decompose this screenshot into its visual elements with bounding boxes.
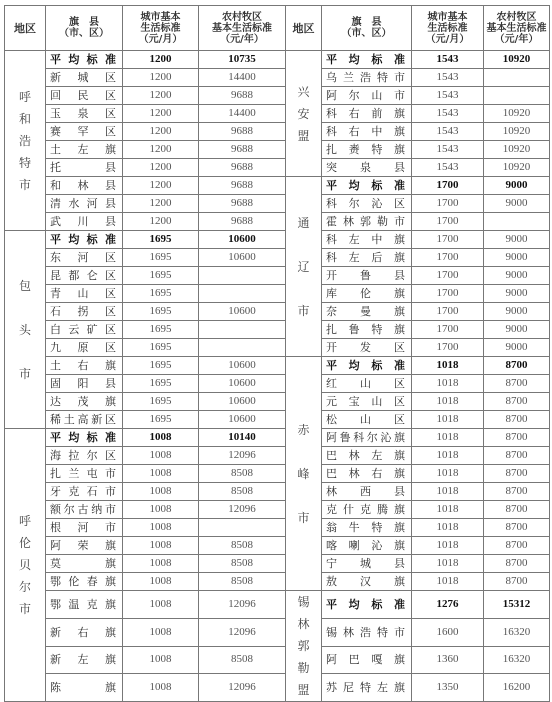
table-row	[5, 159, 550, 177]
rural-standard: 16200	[484, 674, 550, 702]
rural-standard: 8700	[484, 573, 550, 591]
urban-standard: 1200	[123, 159, 199, 177]
county-name: 平均标准	[322, 591, 412, 619]
urban-standard: 1543	[412, 87, 484, 105]
county-name: 固阳县	[46, 375, 123, 393]
rural-standard: 8508	[199, 555, 286, 573]
rural-standard: 9000	[484, 231, 550, 249]
rural-standard: 10920	[484, 105, 550, 123]
urban-standard: 1700	[412, 321, 484, 339]
urban-standard: 1018	[412, 465, 484, 483]
rural-standard: 12096	[199, 618, 286, 646]
urban-standard: 1200	[123, 87, 199, 105]
urban-standard: 1543	[412, 123, 484, 141]
county-name: 武川县	[46, 213, 123, 231]
rural-standard	[484, 213, 550, 231]
table-row	[5, 429, 550, 447]
urban-standard: 1008	[123, 618, 199, 646]
table-row	[5, 87, 550, 105]
table-row	[5, 555, 550, 573]
rural-standard: 10920	[484, 141, 550, 159]
rural-standard: 8700	[484, 465, 550, 483]
county-name: 巴林左旗	[322, 447, 412, 465]
rural-standard: 10735	[199, 51, 286, 69]
table-row	[5, 267, 550, 285]
urban-standard: 1700	[412, 177, 484, 195]
rural-standard	[199, 267, 286, 285]
rural-standard: 10600	[199, 411, 286, 429]
region-cell: 锡 林 郭 勒 盟	[286, 591, 322, 702]
county-name: 扎鲁特旗	[322, 321, 412, 339]
table-row	[5, 519, 550, 537]
table-row	[5, 501, 550, 519]
rural-standard: 8508	[199, 573, 286, 591]
urban-standard: 1018	[412, 483, 484, 501]
rural-standard	[199, 285, 286, 303]
county-name: 巴林右旗	[322, 465, 412, 483]
rural-standard: 9000	[484, 321, 550, 339]
urban-standard: 1543	[412, 141, 484, 159]
county-name: 科左中旗	[322, 231, 412, 249]
county-name: 红山区	[322, 375, 412, 393]
rural-standard: 10600	[199, 357, 286, 375]
urban-standard: 1008	[123, 483, 199, 501]
header-region-right: 地区	[286, 6, 322, 51]
county-name: 锡林浩特市	[322, 618, 412, 646]
table-row	[5, 646, 550, 674]
rural-standard: 12096	[199, 447, 286, 465]
table-row	[5, 195, 550, 213]
urban-standard: 1543	[412, 51, 484, 69]
rural-standard: 8508	[199, 483, 286, 501]
county-name: 稀土高新区	[46, 411, 123, 429]
county-name: 科右前旗	[322, 105, 412, 123]
rural-standard: 8700	[484, 447, 550, 465]
county-name: 霍林郭勒市	[322, 213, 412, 231]
county-name: 青山区	[46, 285, 123, 303]
rural-standard: 9000	[484, 249, 550, 267]
urban-standard: 1018	[412, 501, 484, 519]
county-name: 突泉县	[322, 159, 412, 177]
county-name: 平均标准	[46, 429, 123, 447]
urban-standard: 1695	[123, 411, 199, 429]
rural-standard: 12096	[199, 674, 286, 702]
urban-standard: 1200	[123, 69, 199, 87]
rural-standard: 10920	[484, 123, 550, 141]
urban-standard: 1695	[123, 285, 199, 303]
rural-standard: 12096	[199, 591, 286, 619]
county-name: 阿尔山市	[322, 87, 412, 105]
rural-standard: 16320	[484, 618, 550, 646]
urban-standard: 1008	[123, 447, 199, 465]
rural-standard: 8700	[484, 411, 550, 429]
county-name: 平均标准	[46, 231, 123, 249]
county-name: 克什克腾旗	[322, 501, 412, 519]
urban-standard: 1008	[123, 646, 199, 674]
urban-standard: 1700	[412, 195, 484, 213]
county-name: 白云矿区	[46, 321, 123, 339]
urban-standard: 1700	[412, 267, 484, 285]
county-name: 开发区	[322, 339, 412, 357]
urban-standard: 1008	[123, 674, 199, 702]
urban-standard: 1695	[123, 357, 199, 375]
county-name: 根河市	[46, 519, 123, 537]
table-row	[5, 375, 550, 393]
table-row	[5, 357, 550, 375]
county-name: 阿鲁科尔沁旗	[322, 429, 412, 447]
rural-standard: 9688	[199, 195, 286, 213]
county-name: 苏尼特左旗	[322, 674, 412, 702]
rural-standard: 10920	[484, 159, 550, 177]
header-county-left: 旗 县 （市、区）	[46, 6, 123, 51]
urban-standard: 1700	[412, 231, 484, 249]
urban-standard: 1008	[123, 555, 199, 573]
urban-standard: 1695	[123, 231, 199, 249]
region-cell: 通 辽 市	[286, 177, 322, 357]
county-name: 土左旗	[46, 141, 123, 159]
header-rural-left: 农村牧区 基本生活标准 （元/年）	[199, 6, 286, 51]
county-name: 海拉尔区	[46, 447, 123, 465]
rural-standard: 10600	[199, 231, 286, 249]
rural-standard: 9000	[484, 285, 550, 303]
region-cell: 呼 和 浩 特 市	[5, 51, 46, 231]
county-name: 科左后旗	[322, 249, 412, 267]
rural-standard: 9000	[484, 177, 550, 195]
county-name: 陈旗	[46, 674, 123, 702]
county-name: 平均标准	[322, 357, 412, 375]
county-name: 新右旗	[46, 618, 123, 646]
urban-standard: 1018	[412, 537, 484, 555]
rural-standard: 9688	[199, 213, 286, 231]
table-row	[5, 411, 550, 429]
county-name: 东河区	[46, 249, 123, 267]
county-name: 石拐区	[46, 303, 123, 321]
urban-standard: 1695	[123, 339, 199, 357]
rural-standard: 8700	[484, 357, 550, 375]
rural-standard: 12096	[199, 501, 286, 519]
table-row	[5, 321, 550, 339]
rural-standard	[199, 321, 286, 339]
county-name: 科右中旗	[322, 123, 412, 141]
county-name: 科尔沁区	[322, 195, 412, 213]
county-name: 玉泉区	[46, 105, 123, 123]
county-name: 昆都仑区	[46, 267, 123, 285]
county-name: 乌兰浩特市	[322, 69, 412, 87]
rural-standard: 8700	[484, 429, 550, 447]
table-row	[5, 618, 550, 646]
county-name: 阿荣旗	[46, 537, 123, 555]
county-name: 扎赉特旗	[322, 141, 412, 159]
rural-standard: 10600	[199, 303, 286, 321]
urban-standard: 1543	[412, 105, 484, 123]
urban-standard: 1008	[123, 429, 199, 447]
county-name: 清水河县	[46, 195, 123, 213]
county-name: 阿巴嘎旗	[322, 646, 412, 674]
county-name: 翁牛特旗	[322, 519, 412, 537]
county-name: 开鲁县	[322, 267, 412, 285]
county-name: 库伦旗	[322, 285, 412, 303]
urban-standard: 1543	[412, 69, 484, 87]
rural-standard: 10920	[484, 51, 550, 69]
subsistence-standard-table	[4, 5, 550, 702]
county-name: 元宝山区	[322, 393, 412, 411]
county-name: 奈曼旗	[322, 303, 412, 321]
urban-standard: 1276	[412, 591, 484, 619]
county-name: 赛罕区	[46, 123, 123, 141]
county-name: 土右旗	[46, 357, 123, 375]
urban-standard: 1600	[412, 618, 484, 646]
region-cell: 包 头 市	[5, 231, 46, 429]
county-name: 鄂伦春旗	[46, 573, 123, 591]
rural-standard: 8508	[199, 537, 286, 555]
urban-standard: 1695	[123, 249, 199, 267]
rural-standard: 8700	[484, 555, 550, 573]
county-name: 平均标准	[46, 51, 123, 69]
urban-standard: 1018	[412, 429, 484, 447]
header-county-right: 旗 县 （市、区）	[322, 6, 412, 51]
urban-standard: 1200	[123, 141, 199, 159]
rural-standard: 9688	[199, 87, 286, 105]
table-row	[5, 674, 550, 702]
rural-standard: 9000	[484, 339, 550, 357]
urban-standard: 1700	[412, 303, 484, 321]
table-row	[5, 123, 550, 141]
urban-standard: 1008	[123, 591, 199, 619]
table-row	[5, 141, 550, 159]
county-name: 回民区	[46, 87, 123, 105]
header-rural-right: 农村牧区 基本生活标准 （元/年）	[484, 6, 550, 51]
rural-standard	[199, 339, 286, 357]
urban-standard: 1008	[123, 537, 199, 555]
urban-standard: 1200	[123, 105, 199, 123]
rural-standard	[484, 69, 550, 87]
urban-standard: 1543	[412, 159, 484, 177]
urban-standard: 1695	[123, 321, 199, 339]
urban-standard: 1700	[412, 213, 484, 231]
rural-standard: 10140	[199, 429, 286, 447]
table-row	[5, 393, 550, 411]
table-header-row	[5, 6, 550, 51]
region-cell: 呼 伦 贝 尔 市	[5, 429, 46, 702]
urban-standard: 1695	[123, 393, 199, 411]
urban-standard: 1008	[123, 501, 199, 519]
table-row	[5, 213, 550, 231]
rural-standard: 8700	[484, 375, 550, 393]
county-name: 牙克石市	[46, 483, 123, 501]
urban-standard: 1350	[412, 674, 484, 702]
urban-standard: 1018	[412, 393, 484, 411]
rural-standard: 14400	[199, 105, 286, 123]
urban-standard: 1200	[123, 123, 199, 141]
rural-standard: 8700	[484, 393, 550, 411]
urban-standard: 1018	[412, 357, 484, 375]
urban-standard: 1200	[123, 177, 199, 195]
urban-standard: 1695	[123, 375, 199, 393]
county-name: 敖汉旗	[322, 573, 412, 591]
urban-standard: 1018	[412, 411, 484, 429]
header-urban-right: 城市基本 生活标准 （元/月）	[412, 6, 484, 51]
rural-standard: 9000	[484, 267, 550, 285]
rural-standard	[199, 519, 286, 537]
urban-standard: 1008	[123, 465, 199, 483]
county-name: 扎兰屯市	[46, 465, 123, 483]
table-row	[5, 483, 550, 501]
region-cell: 兴 安 盟	[286, 51, 322, 177]
rural-standard: 8700	[484, 501, 550, 519]
urban-standard: 1695	[123, 267, 199, 285]
urban-standard: 1700	[412, 249, 484, 267]
county-name: 九原区	[46, 339, 123, 357]
table-row	[5, 177, 550, 195]
subsistence-standard-table-wrapper	[4, 5, 550, 702]
table-row	[5, 231, 550, 249]
rural-standard: 8700	[484, 537, 550, 555]
county-name: 额尔古纳市	[46, 501, 123, 519]
table-row	[5, 339, 550, 357]
table-row	[5, 465, 550, 483]
urban-standard: 1018	[412, 519, 484, 537]
urban-standard: 1200	[123, 51, 199, 69]
rural-standard: 10600	[199, 375, 286, 393]
urban-standard: 1700	[412, 339, 484, 357]
county-name: 宁城县	[322, 555, 412, 573]
urban-standard: 1018	[412, 375, 484, 393]
table-row	[5, 249, 550, 267]
rural-standard: 9000	[484, 303, 550, 321]
table-body	[5, 51, 550, 702]
urban-standard: 1695	[123, 303, 199, 321]
table-row	[5, 51, 550, 69]
header-urban-left: 城市基本 生活标准 （元/月）	[123, 6, 199, 51]
rural-standard: 10600	[199, 249, 286, 267]
table-row	[5, 303, 550, 321]
county-name: 新城区	[46, 69, 123, 87]
table-row	[5, 285, 550, 303]
rural-standard: 9688	[199, 177, 286, 195]
county-name: 达茂旗	[46, 393, 123, 411]
county-name: 平均标准	[322, 51, 412, 69]
rural-standard: 8508	[199, 465, 286, 483]
county-name: 平均标准	[322, 177, 412, 195]
county-name: 松山区	[322, 411, 412, 429]
county-name: 莫旗	[46, 555, 123, 573]
rural-standard	[484, 87, 550, 105]
rural-standard: 10600	[199, 393, 286, 411]
region-cell: 赤 峰 市	[286, 357, 322, 591]
rural-standard: 9688	[199, 123, 286, 141]
urban-standard: 1200	[123, 213, 199, 231]
rural-standard: 8508	[199, 646, 286, 674]
rural-standard: 16320	[484, 646, 550, 674]
table-row	[5, 447, 550, 465]
urban-standard: 1700	[412, 285, 484, 303]
urban-standard: 1360	[412, 646, 484, 674]
rural-standard: 15312	[484, 591, 550, 619]
rural-standard: 14400	[199, 69, 286, 87]
rural-standard: 9000	[484, 195, 550, 213]
urban-standard: 1008	[123, 519, 199, 537]
urban-standard: 1018	[412, 555, 484, 573]
rural-standard: 8700	[484, 483, 550, 501]
table-row	[5, 537, 550, 555]
table-row	[5, 573, 550, 591]
county-name: 托县	[46, 159, 123, 177]
county-name: 新左旗	[46, 646, 123, 674]
header-region-left: 地区	[5, 6, 46, 51]
rural-standard: 9688	[199, 141, 286, 159]
urban-standard: 1018	[412, 447, 484, 465]
urban-standard: 1008	[123, 573, 199, 591]
table-row	[5, 591, 550, 619]
table-row	[5, 69, 550, 87]
county-name: 鄂温克旗	[46, 591, 123, 619]
urban-standard: 1018	[412, 573, 484, 591]
county-name: 林西县	[322, 483, 412, 501]
table-row	[5, 105, 550, 123]
county-name: 喀喇沁旗	[322, 537, 412, 555]
rural-standard: 8700	[484, 519, 550, 537]
county-name: 和林县	[46, 177, 123, 195]
rural-standard: 9688	[199, 159, 286, 177]
urban-standard: 1200	[123, 195, 199, 213]
